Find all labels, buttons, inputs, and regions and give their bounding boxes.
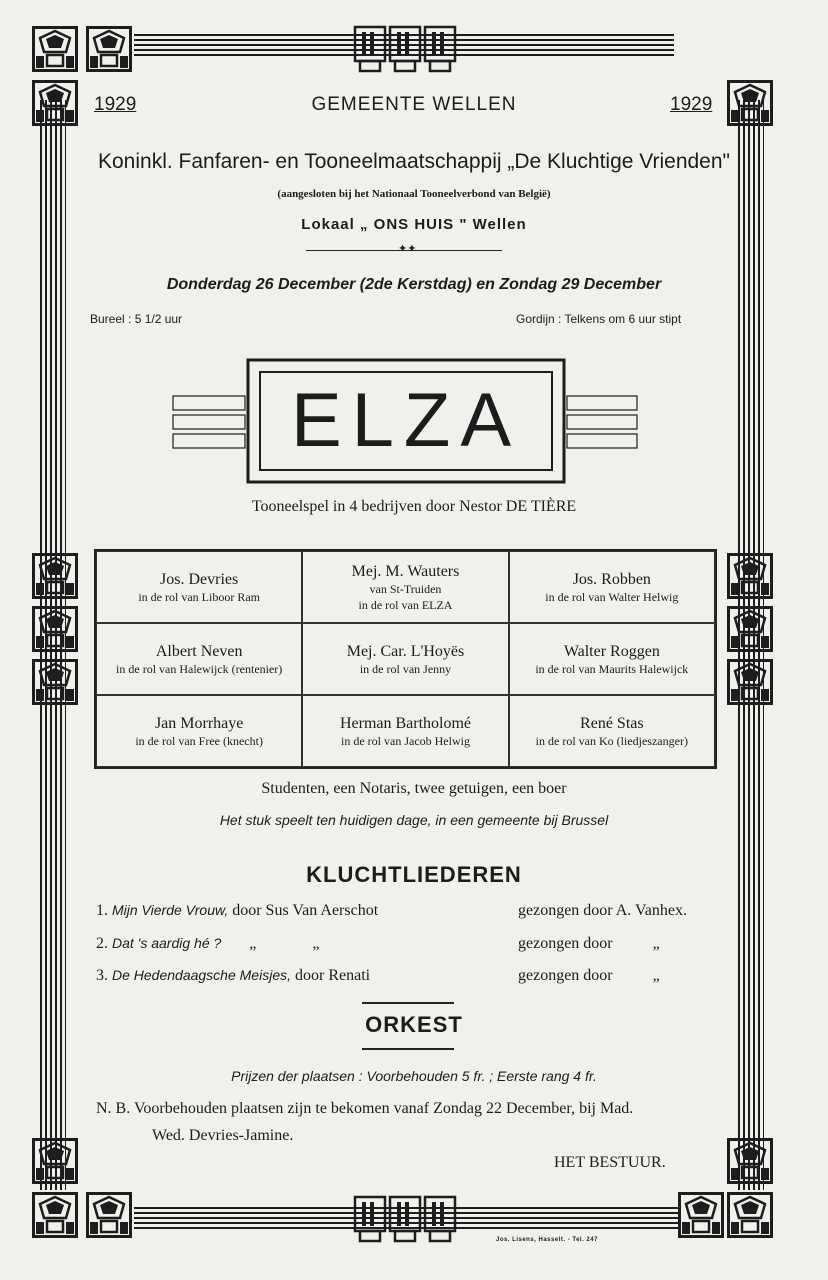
venue-line: Lokaal „ ONS HUIS " Wellen (301, 216, 527, 233)
setting-line: Het stuk speelt ten huidigen dage, in een gemeente bij Brussel (219, 812, 609, 828)
cast-cell: Herman Bartholomé in de rol van Jacob Helwig (302, 695, 508, 767)
top-gate-ornament (352, 24, 458, 74)
song-item: 1. Mijn Vierde Vrouw, door Sus Van Aerschot (96, 902, 379, 919)
cast-cell: Jos. Devries in de rol van Liboor Ram (96, 551, 302, 623)
corner-ornament-top-left-2 (86, 26, 132, 72)
side-ornament-right-1 (727, 553, 773, 599)
price-line: Prijzen der plaatsen : Voorbehouden 5 fr. ; Eerste rang 4 fr. (231, 1068, 597, 1084)
curtain-time: Gordijn : Telkens om 6 uur stipt (516, 312, 682, 326)
bottom-gate-ornament (352, 1194, 458, 1244)
cast-table (94, 549, 717, 769)
orchestra-rule-bottom (362, 1048, 454, 1050)
box-office-time: Bureel : 5 1/2 uur (90, 312, 183, 326)
signature: HET BESTUUR. (554, 1154, 666, 1171)
extras-line: Studenten, een Notaris, twee getuigen, een boer (261, 780, 567, 797)
corner-ornament-bottom-right-1 (727, 1138, 773, 1184)
orchestra-heading: ORKEST (365, 1012, 463, 1037)
society-name: Koninkl. Fanfaren- en Tooneelmaatschappij „De Kluchtige Vrienden" (98, 150, 730, 173)
song-singer: gezongen door „ (518, 967, 660, 984)
song-item: 3. De Hedendaagsche Meisjes, door Renati (96, 967, 371, 984)
cast-cell: Jan Morrhaye in de rol van Free (knecht) (96, 695, 302, 767)
corner-ornament-bottom-right-2 (727, 1192, 773, 1238)
title-bars-left (172, 395, 246, 449)
cast-cell: Jos. Robben in de rol van Walter Helwig (509, 551, 715, 623)
affiliation-note: (aangesloten bij het Nationaal Tooneelverbond van België) (277, 188, 551, 200)
side-ornament-right-2 (727, 606, 773, 652)
orchestra-rule-top (362, 1002, 454, 1004)
performance-dates: Donderdag 26 December (2de Kerstdag) en Zondag 29 December (166, 276, 662, 293)
cast-cell: Mej. Car. L'Hoyës in de rol van Jenny (302, 623, 508, 695)
nb-line-1: N. B. Voorbehouden plaatsen zijn te bekomen vanaf Zondag 22 December, bij Mad. (96, 1100, 634, 1117)
corner-ornament-bottom-left-2 (32, 1192, 78, 1238)
corner-ornament-bottom-right-3 (678, 1192, 724, 1238)
year-right: 1929 (670, 94, 713, 115)
cast-cell: Albert Neven in de rol van Halewijck (rentenier) (96, 623, 302, 695)
song-singer: gezongen door A. Vanhex. (518, 902, 687, 919)
year-left: 1929 (94, 94, 137, 115)
play-title: ELZA (290, 378, 522, 463)
side-ornament-right-3 (727, 659, 773, 705)
side-ornament-left-3 (32, 659, 78, 705)
divider-diamond-icon: ✦✦ (398, 243, 417, 255)
cast-cell: Mej. M. Wauters van St-Truiden in de rol van ELZA (302, 551, 508, 623)
song-item: 2. Dat 's aardig hé ? „ „ (96, 935, 320, 952)
corner-ornament-top-left-1 (32, 26, 78, 72)
song-singer: gezongen door „ (518, 935, 660, 952)
printer-imprint: Jos. Lisens, Hasselt. - Tel. 247 (496, 1237, 598, 1243)
municipality-heading: GEMEENTE WELLEN (311, 94, 517, 115)
title-bars-right (566, 395, 638, 449)
cast-cell: René Stas in de rol van Ko (liedjeszanger) (509, 695, 715, 767)
side-ornament-left-2 (32, 606, 78, 652)
play-subtitle: Tooneelspel in 4 bedrijven door Nestor DE TIÈRE (251, 498, 577, 515)
songs-heading: KLUCHTLIEDEREN (306, 862, 522, 887)
corner-ornament-bottom-left-1 (32, 1138, 78, 1184)
cast-cell: Walter Roggen in de rol van Maurits Halewijck (509, 623, 715, 695)
corner-ornament-bottom-left-3 (86, 1192, 132, 1238)
side-ornament-left-1 (32, 553, 78, 599)
nb-line-2: Wed. Devries-Jamine. (152, 1127, 294, 1144)
